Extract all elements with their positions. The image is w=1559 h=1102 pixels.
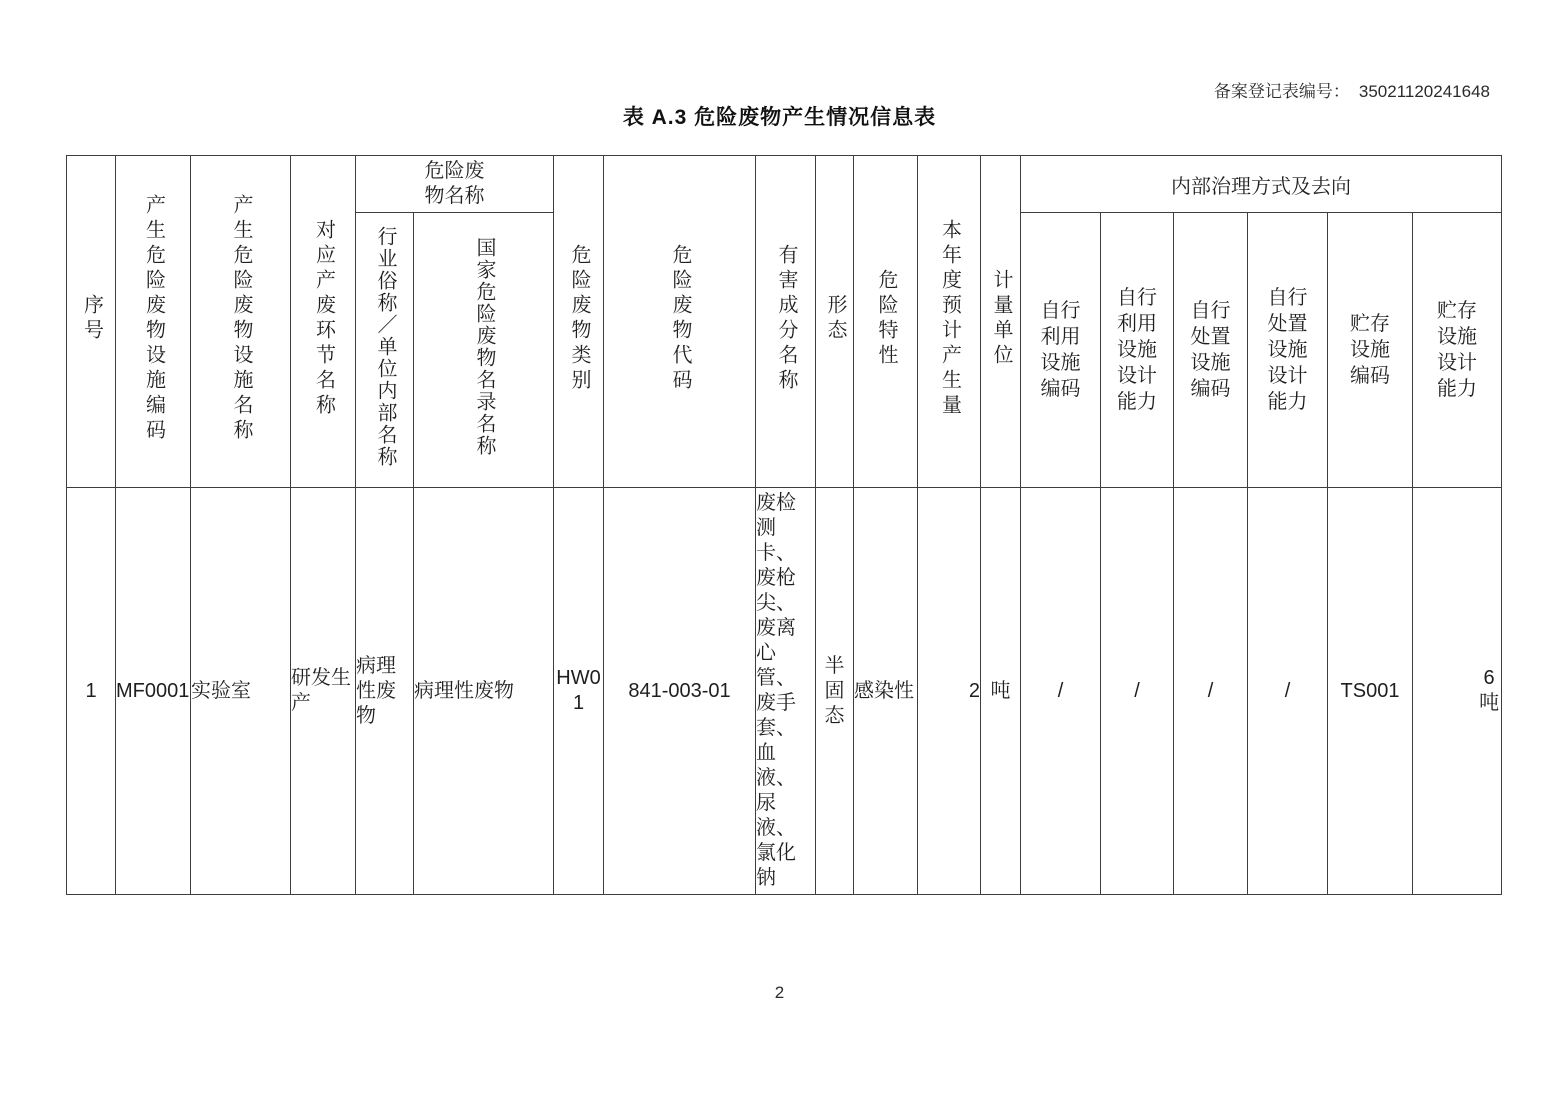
group-header-internal-treatment bbox=[1021, 156, 1502, 213]
cell-hazard-property: 感染性 bbox=[854, 488, 918, 895]
header-self-disposal-code bbox=[1174, 213, 1248, 488]
group-header-waste-name bbox=[356, 156, 554, 213]
page-number: 2 bbox=[774, 983, 785, 1002]
cell-industry-alias: 病理性废物 bbox=[356, 488, 414, 895]
header-storage-capacity bbox=[1413, 213, 1502, 488]
group-header-internal-treatment-text: 内部治理方式及去向 bbox=[1171, 175, 1352, 198]
cell-producing-facility-code: MF0001 bbox=[116, 488, 191, 895]
header-annual-quantity-text: 本年度预计产生量 bbox=[938, 218, 961, 419]
header-harmful-components-text: 有害成分名称 bbox=[775, 243, 797, 394]
header-national-list-name bbox=[414, 213, 554, 488]
header-waste-category bbox=[554, 156, 604, 488]
header-producing-facility-name bbox=[191, 156, 291, 488]
cell-process-name: 研发生产 bbox=[291, 488, 356, 895]
header-industry-alias-text: 行业俗称／单位内部名称 bbox=[374, 226, 396, 468]
header-storage-capacity-text: 贮存设施设计能力 bbox=[1437, 300, 1478, 400]
cell-waste-code: 841-003-01 bbox=[604, 488, 756, 895]
header-storage-code bbox=[1328, 213, 1413, 488]
header-hazard-property-text: 危险特性 bbox=[875, 268, 897, 369]
cell-self-disposal-code: / bbox=[1174, 488, 1248, 895]
registration-number-line bbox=[1214, 77, 1490, 102]
cell-physical-form: 半固态 bbox=[816, 488, 854, 895]
header-storage-code-text: 贮存设施编码 bbox=[1350, 313, 1390, 387]
cell-national-list-name: 病理性废物 bbox=[414, 488, 554, 895]
header-industry-alias bbox=[356, 213, 414, 488]
header-producing-facility-code-text: 产生危险废物设施编码 bbox=[142, 193, 165, 444]
cell-storage-capacity-text: 6吨 bbox=[1479, 667, 1500, 714]
header-national-list-name-text: 国家危险废物名录名称 bbox=[473, 237, 495, 457]
cell-waste-category: HW01 bbox=[554, 488, 604, 895]
cell-annual-quantity: 2 bbox=[918, 488, 981, 895]
header-producing-facility-name-text: 产生危险废物设施名称 bbox=[230, 193, 252, 444]
cell-storage-capacity bbox=[1413, 488, 1502, 895]
header-harmful-components bbox=[756, 156, 816, 488]
cell-harmful-components: 废检测卡、废枪尖、废离心管、废手套、血液、尿液、氯化钠 bbox=[756, 488, 816, 895]
cell-self-use-code: / bbox=[1021, 488, 1101, 895]
cell-self-use-capacity: / bbox=[1101, 488, 1174, 895]
header-self-use-capacity-text: 自行利用设施设计能力 bbox=[1117, 287, 1157, 413]
registration-number-label: 备案登记表编号： bbox=[1213, 82, 1350, 101]
header-physical-form bbox=[816, 156, 854, 488]
header-waste-code bbox=[604, 156, 756, 488]
header-producing-facility-code bbox=[116, 156, 191, 488]
header-measure-unit-text: 计量单位 bbox=[990, 268, 1012, 369]
cell-storage-code: TS001 bbox=[1328, 488, 1413, 895]
cell-index: 1 bbox=[67, 488, 116, 895]
table-row bbox=[67, 488, 1502, 895]
header-self-disposal-code-text: 自行处置设施编码 bbox=[1190, 300, 1231, 400]
header-hazard-property bbox=[854, 156, 918, 488]
group-header-waste-name-text: 危险废物名称 bbox=[424, 160, 485, 207]
header-waste-category-text: 危险废物类别 bbox=[568, 243, 590, 394]
cell-measure-unit: 吨 bbox=[981, 488, 1021, 895]
header-measure-unit bbox=[981, 156, 1021, 488]
cell-producing-facility-name: 实验室 bbox=[191, 488, 291, 895]
header-self-use-capacity bbox=[1101, 213, 1174, 488]
header-annual-quantity bbox=[918, 156, 981, 488]
page-title: 表 A.3 危险废物产生情况信息表 bbox=[622, 106, 937, 129]
header-process-name-text: 对应产废环节名称 bbox=[312, 218, 335, 419]
header-process-name bbox=[291, 156, 356, 488]
cell-self-disposal-capacity: / bbox=[1248, 488, 1328, 895]
registration-number-value: 35021120241648 bbox=[1358, 82, 1490, 101]
header-self-disposal-capacity bbox=[1248, 213, 1328, 488]
header-self-disposal-capacity-text: 自行处置设施设计能力 bbox=[1267, 287, 1308, 413]
header-index-text: 序号 bbox=[80, 293, 103, 344]
header-self-use-code bbox=[1021, 213, 1101, 488]
header-physical-form-text: 形态 bbox=[824, 293, 846, 344]
header-waste-code-text: 危险废物代码 bbox=[669, 243, 691, 394]
header-index bbox=[67, 156, 116, 488]
header-self-use-code-text: 自行利用设施编码 bbox=[1040, 300, 1081, 400]
hazardous-waste-table bbox=[66, 155, 1502, 895]
